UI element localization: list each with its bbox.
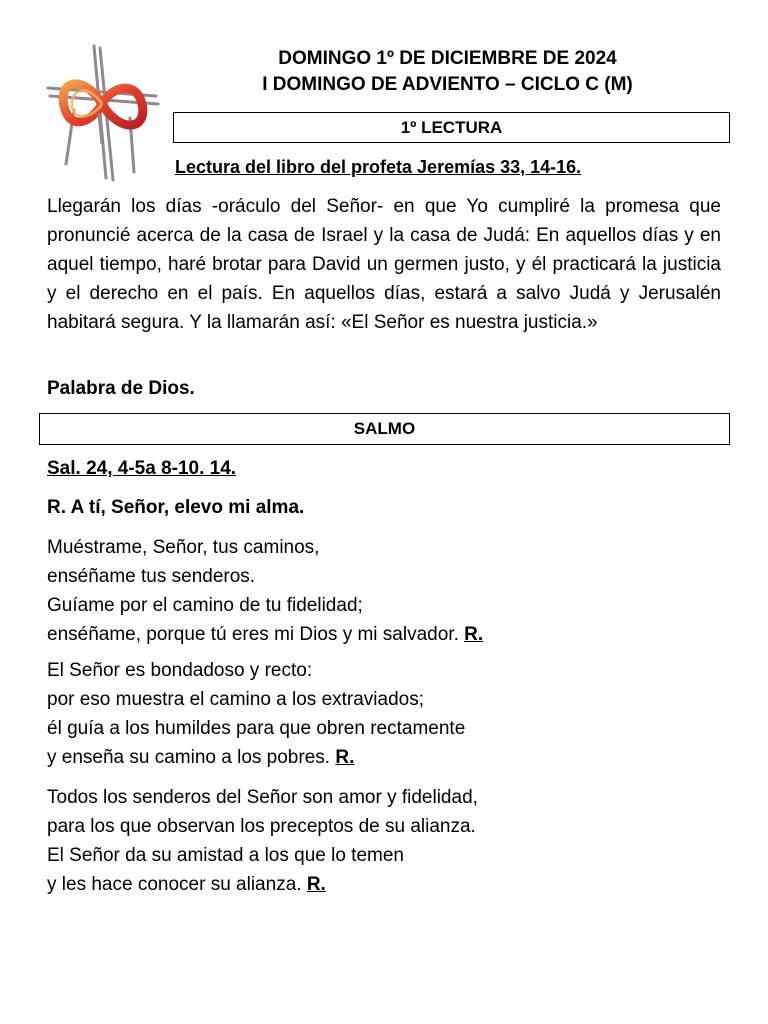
- salmo-response: R. A tí, Señor, elevo mi alma.: [47, 497, 305, 518]
- lectura-closing: Palabra de Dios.: [47, 378, 195, 399]
- stanza-line-text: y enseña su camino a los pobres.: [47, 747, 331, 768]
- stanza-line: Todos los senderos del Señor son amor y fidelidad,: [47, 787, 478, 808]
- response-marker: R.: [306, 874, 326, 895]
- lectura-title: Lectura del libro del profeta Jeremías 33, 14-16.: [175, 157, 582, 177]
- advent-cross-logo-icon: [44, 44, 160, 182]
- stanza-line: Guíame por el camino de tu fidelidad;: [47, 595, 363, 616]
- stanza-line-text: y les hace conocer su alianza.: [47, 874, 302, 895]
- response-marker: R.: [464, 624, 484, 645]
- salmo-stanza-1: [47, 533, 483, 649]
- header-liturgy: I DOMINGO DE ADVIENTO – CICLO C (M): [262, 74, 633, 95]
- stanza-line: El Señor es bondadoso y recto:: [47, 660, 313, 681]
- stanza-line: para los que observan los preceptos de su alianza.: [47, 816, 476, 837]
- stanza-line: [47, 620, 483, 649]
- lectura-body: Llegarán los días -oráculo del Señor- en que Yo cumpliré la promesa que pronuncié acerca de la casa de Israel y la casa de Judá: En aquellos días y en aquel tiempo, haré brotar para David un germen justo, y él practicará la justicia y el derecho en el país. En aquellos días, estará a salvo Judá y Jerusalén habitará segura. Y la llamarán así: «El Señor es nuestra justicia.»: [47, 196, 721, 333]
- stanza-line: [47, 870, 478, 899]
- salmo-stanza-3: [47, 783, 478, 899]
- stanza-line: él guía a los humildes para que obren rectamente: [47, 718, 466, 739]
- lectura-section-heading: 1º LECTURA: [173, 112, 730, 143]
- salmo-section-heading: SALMO: [39, 413, 730, 445]
- header-date: DOMINGO 1º DE DICIEMBRE DE 2024: [278, 48, 617, 69]
- stanza-line: Muéstrame, Señor, tus caminos,: [47, 537, 320, 558]
- stanza-line: por eso muestra el camino a los extraviados;: [47, 689, 425, 710]
- salmo-reference: Sal. 24, 4-5a 8-10. 14.: [47, 458, 237, 479]
- stanza-line: El Señor da su amistad a los que lo temen: [47, 845, 404, 866]
- header-title: [175, 46, 720, 98]
- response-marker: R.: [335, 747, 355, 768]
- stanza-line: enséñame tus senderos.: [47, 566, 256, 587]
- stanza-line-text: enséñame, porque tú eres mi Dios y mi salvador.: [47, 624, 459, 645]
- salmo-stanza-2: [47, 656, 465, 772]
- stanza-line: [47, 743, 465, 772]
